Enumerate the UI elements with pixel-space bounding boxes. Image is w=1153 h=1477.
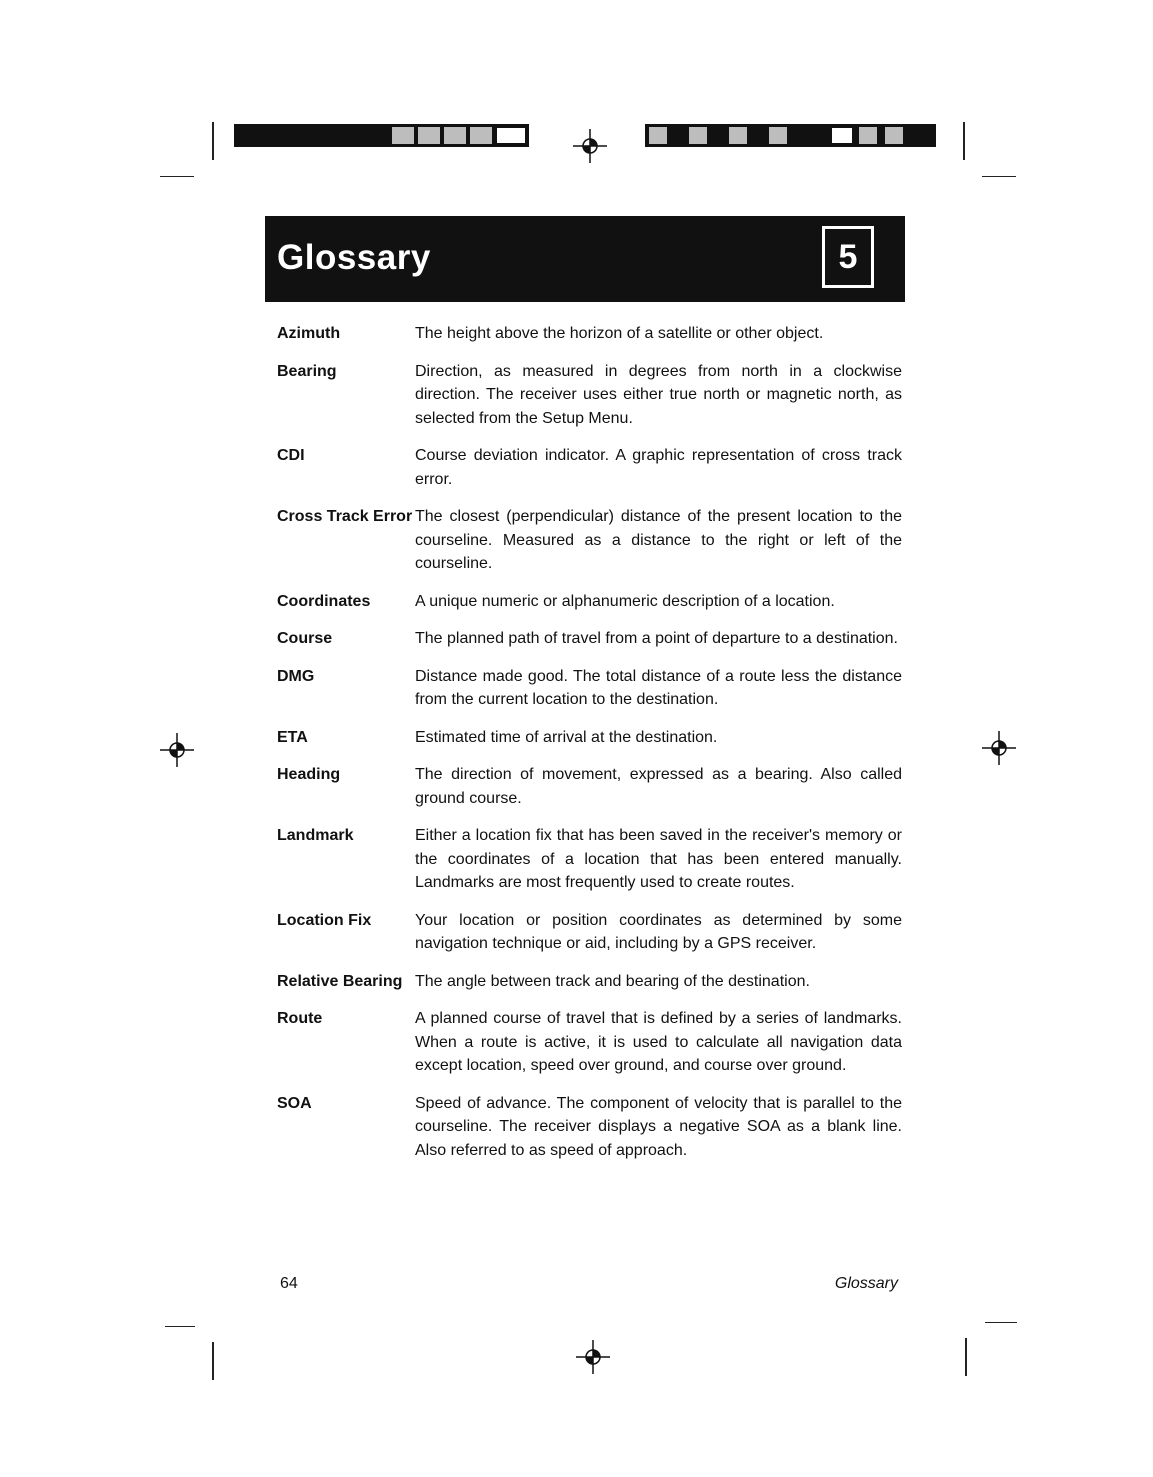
glossary-definition: A planned course of travel that is defined by a series of landmarks. When a route is active, it is used to calculate all navigation data except location, speed over ground, and course over ground.: [415, 1010, 902, 1074]
crop-mark: [965, 1338, 967, 1376]
glossary-term: Course: [277, 630, 333, 647]
glossary-term: Relative Bearing: [277, 972, 403, 990]
glossary-definition: Your location or position coordinates as determined by some navigation technique or aid, including by a GPS receiver.: [415, 911, 902, 952]
glossary-entry: [277, 360, 902, 431]
glossary-term: SOA: [277, 1094, 312, 1112]
glossary-list: [277, 322, 902, 1176]
glossary-entry: [277, 322, 902, 346]
crop-mark: [982, 176, 1016, 177]
registration-target-icon: [982, 731, 1016, 765]
glossary-term: Route: [277, 1010, 323, 1027]
registration-target-icon: [160, 733, 194, 767]
registration-bar-right: [645, 124, 936, 147]
glossary-definition: Course deviation indicator. A graphic representation of cross track error.: [415, 447, 902, 488]
glossary-definition: The angle between track and bearing of the destination.: [415, 972, 810, 990]
crop-mark: [165, 1326, 195, 1327]
glossary-entry: [277, 909, 902, 956]
glossary-definition: Speed of advance. The component of velocity that is parallel to the courseline. The receiver displays a negative SOA as a blank line. Also referred to as speed of approach.: [415, 1094, 902, 1159]
glossary-entry: [277, 590, 902, 614]
glossary-entry: [277, 665, 902, 712]
glossary-entry: [277, 444, 902, 491]
glossary-entry: [277, 970, 902, 994]
glossary-entry: [277, 763, 902, 810]
glossary-term: Azimuth: [277, 325, 341, 342]
running-footer-title: Glossary: [834, 1275, 898, 1292]
crop-mark: [963, 122, 965, 160]
glossary-term: Cross Track Error: [277, 508, 413, 525]
glossary-term: Coordinates: [277, 592, 371, 610]
glossary-definition: The height above the horizon of a satellite or other object.: [415, 325, 824, 342]
glossary-term: DMG: [277, 667, 315, 685]
glossary-definition: The closest (perpendicular) distance of the present location to the courseline. Measured as a distance to the right or left of the courseline.: [415, 508, 902, 572]
glossary-entry: [277, 1007, 902, 1078]
crop-mark: [212, 122, 214, 160]
glossary-entry: [277, 824, 902, 895]
glossary-entry: [277, 726, 902, 750]
page-title: Glossary: [277, 238, 431, 277]
glossary-term: Location Fix: [277, 911, 372, 929]
crop-mark: [985, 1322, 1017, 1323]
glossary-definition: Either a location fix that has been saved in the receiver's memory or the coordinates of a location that has been entered manually. Landmarks are most frequently used to create routes.: [415, 827, 902, 891]
chapter-number-badge: 5: [822, 226, 874, 288]
glossary-term: Landmark: [277, 827, 354, 844]
chapter-header: [265, 216, 905, 302]
glossary-definition: Distance made good. The total distance of a route less the distance from the current location to the destination.: [415, 667, 902, 708]
glossary-definition: A unique numeric or alphanumeric description of a location.: [415, 592, 835, 610]
glossary-definition: The planned path of travel from a point of departure to a destination.: [415, 630, 898, 647]
page-number: 64: [280, 1275, 298, 1292]
glossary-definition: The direction of movement, expressed as a bearing. Also called ground course.: [415, 766, 902, 807]
crop-mark: [212, 1342, 214, 1380]
registration-target-icon: [573, 129, 607, 163]
glossary-term: Bearing: [277, 362, 337, 380]
registration-bar-left: [234, 124, 529, 147]
crop-mark: [160, 176, 194, 177]
registration-target-icon: [576, 1340, 610, 1374]
glossary-entry: [277, 627, 902, 651]
glossary-definition: Direction, as measured in degrees from north in a clockwise direction. The receiver uses either true north or magnetic north, as selected from the Setup Menu.: [415, 362, 902, 427]
glossary-definition: Estimated time of arrival at the destination.: [415, 728, 718, 746]
glossary-term: CDI: [277, 447, 305, 464]
glossary-entry: [277, 505, 902, 576]
glossary-term: Heading: [277, 766, 341, 783]
glossary-entry: [277, 1092, 902, 1163]
glossary-term: ETA: [277, 728, 308, 746]
